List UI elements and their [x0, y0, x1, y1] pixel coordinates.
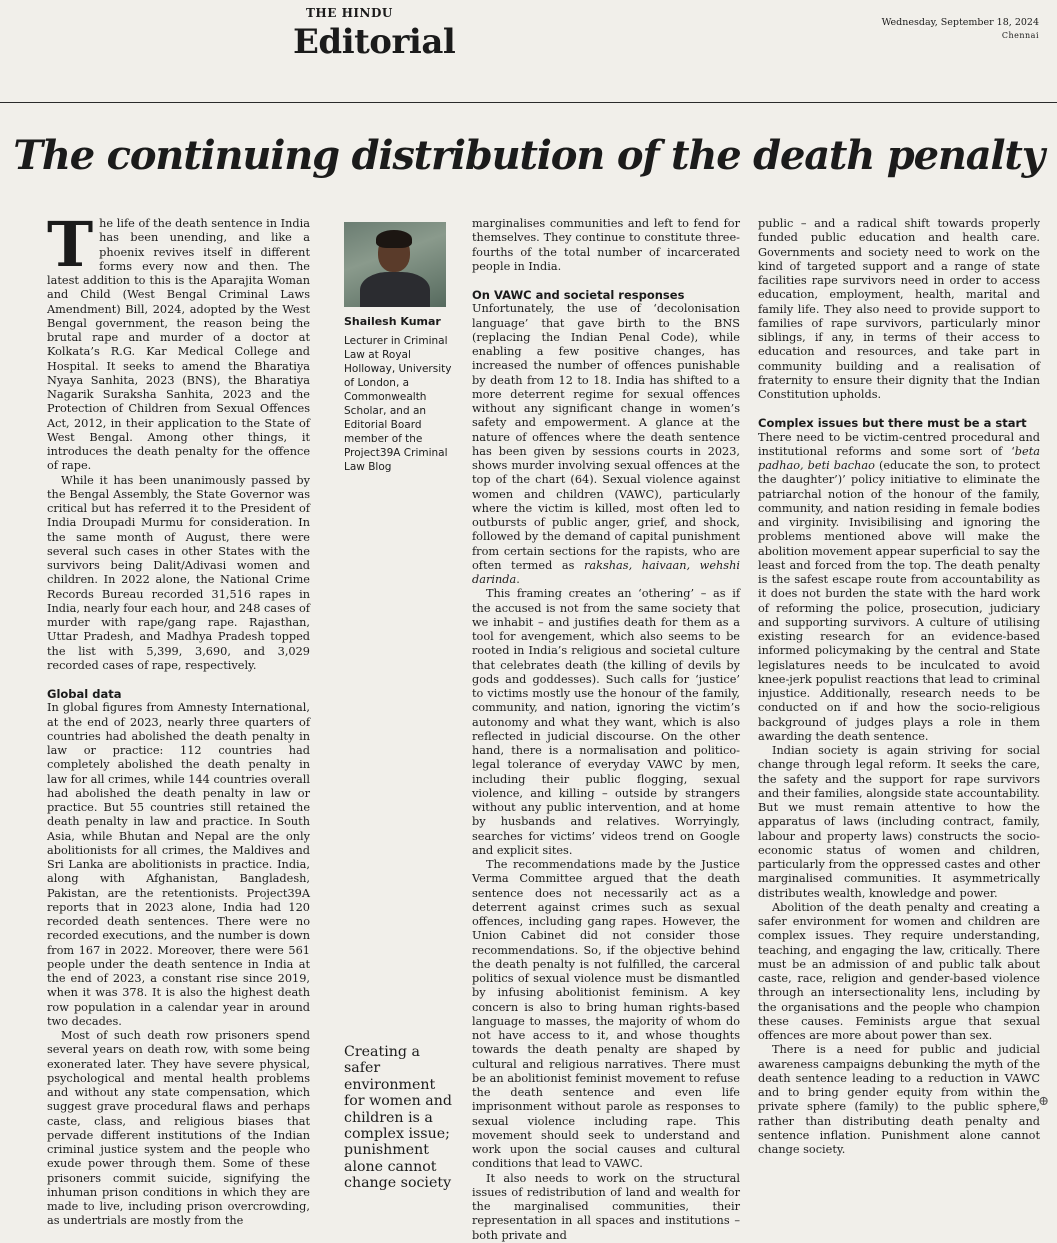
emphasis-text: rakshas, haivaan, wehshi darinda — [472, 558, 740, 586]
paragraph: While it has been unanimously passed by the Bengal Assembly, the State Governor was critical but has referred it to the President of India Droupadi Murmu for consideration. In the same month of August, there were several such cases in other States with the survivors being Dalit/Adivasi women and children. In 2022 alone, the National Crime Records Bureau recorded 31,516 rapes in India, nearly four each hour, and 248 cases of murder with rape/gang rape. Rajasthan, Uttar Pradesh, and Madhya Pradesh topped the list with 5,399, 3,690, and 3,029 recorded cases of rape, respectively. — [47, 473, 310, 672]
paragraph-text: There need to be victim-centred procedural and institutional reforms and some sort of ‘ — [758, 430, 1040, 458]
article-column-4 — [758, 217, 1040, 1157]
masthead — [293, 6, 455, 60]
paragraph: Most of such death row prisoners spend several years on death row, with some being exonerated later. They have severe physical, psychological and mental health problems and without any state compensation, which suggest grave procedural flaws and perhaps caste, class, and religious biases that pervade different institutions of the Indian criminal justice system and the people who exude power through them. Some of these prisoners commit suicide, signifying the inhuman prison conditions in which they are made to live, including prison overcrowding, as undertrials are mostly from the — [47, 1029, 310, 1228]
subheading: On VAWC and societal responses — [472, 288, 685, 302]
paragraph: public – and a radical shift towards properly funded public education and health care. Governments and society need to work on the kind of targeted support and a range of state facilities rape survivors need in order to access education, employment, health, marital and family life. They also need to provide support to families of rape survivors, particularly minor siblings, if any, in terms of their access to education and resources, and take part in community building and a realisation of fraternity to ensure their dignity that the Indian Constitution upholds. — [758, 217, 1040, 401]
author-name: Shailesh Kumar — [344, 315, 441, 328]
article-column-1 — [47, 208, 310, 1229]
paragraph-text: . — [516, 573, 520, 586]
publication-date: Wednesday, September 18, 2024 — [881, 17, 1039, 28]
paragraph: Abolition of the death penalty and creating a safer environment for women and children are complex issues. They require understanding, teaching, and engaging the law, critically. There must be an admission of and public talk about caste, race, religion and gender-based violence through an intersectionality lens, including by the organisations and the people who champion these causes. Feminists argue that sexual offences are more about power than sex. — [758, 900, 1040, 1042]
paragraph: marginalises communities and left to fend for themselves. They continue to constitute three-fourths of the total number of incarcerated people in India. — [472, 217, 740, 273]
paragraph: The recommendations made by the Justice Verma Committee argued that the death sentence does not necessarily act as a deterrent against crimes such as sexual offences, including gang rapes. However, the Union Cabinet did not consider those recommendations. So, if the objective behind the death penalty is not fulfilled, the carceral politics of sexual violence must be dismantled by infusing abolitionist feminism. A key concern is also to bring human rights-based language to masses, the majority of whom do not have access to it, and whose thoughts towards the death penalty are shaped by cultural and religious narratives. There must be an abolitionist feminist movement to refuse the death sentence and even life imprisonment without parole as responses to sexual violence including rape. This movement should seek to understand and work upon the social causes and cultural conditions that lead to VAWC. — [472, 858, 740, 1171]
emphasis-text: beta padhao, beti bachao — [758, 444, 1040, 472]
paragraph: There is a need for public and judicial awareness campaigns debunking the myth of the death sentence leading to a reduction in VAWC and to bring gender equity from within the private sphere (family) to the public sphere, rather than distributing death penalty and sentence inflation. Punishment alone cannot change society. — [758, 1043, 1040, 1156]
paragraph-text: (educate the son, to protect the daughter’)’ policy initiative to eliminate the patriarchal notion of the honour of the family, community, and nation residing in female bodies and virginity. Invisibilising and ignoring the problems mentioned above will make the abolition movement appear superficial to say the least and forced from the top. The death penalty is the safest escape route from accountability as it does not burden the state with the hard work of reforming the police, prosecution, judiciary and supporting survivors. A culture of utilising existing research for an evidence-based informed policymaking by the central and State legislatures needs to be inculcated to avoid knee-jerk populist reactions that lead to criminal injustice. Additionally, research needs to be conducted on if and how the socio-religious background of judges plays a role in them awarding the death sentence. — [758, 459, 1040, 743]
author-bio: Lecturer in Criminal Law at Royal Holloway, University of London, a Commonwealth Scholar, and an Editorial Board member of the Project39A Criminal Law Blog — [344, 335, 452, 473]
dateline — [882, 16, 1039, 42]
pull-quote: Creating a safer environment for women and children is a complex issue; punishment alone cannot change society — [344, 1044, 452, 1192]
edition-city: Chennai — [1001, 31, 1039, 40]
paragraph — [472, 302, 740, 587]
paragraph — [758, 431, 1040, 745]
paragraph: Indian society is again striving for social change through legal reform. It seeks the care, the safety and the support for rape survivors and their families, alongside state accountability. But we must remain attentive to how the apparatus of laws (including contract, family, labour and property laws) constructs the socio-economic status of women and children, particularly from the oppressed castes and other marginalised communities. It asymmetrically distributes wealth, knowledge and power. — [758, 744, 1040, 900]
plus-icon: ⊕ — [1038, 1094, 1049, 1109]
paragraph-text: Unfortunately, the use of ‘decolonisation language’ that gave birth to the BNS (replacing the Indian Penal Code), while enabling a few positive changes, has increased the number of offences punishable by death from 12 to 18. India has shifted to a more deterrent regime for sexual offences without any significant change in women’s safety and empowerment. A glance at the nature of offences where the death sentence has been given by sessions courts in 2023, shows murder involving sexual offences at the top of the chart (64). Sexual violence against women and children (VAWC), particularly where the victim is killed, most often led to outbursts of public anger, grief, and shock, followed by the demand of capital punishment from certain sections for the rapists, who are often termed as — [472, 302, 740, 572]
author-photo — [344, 222, 446, 307]
subheading: Global data — [47, 687, 122, 701]
paragraph: It also needs to work on the structural issues of redistribution of land and wealth for the marginalised communities, their representation in all spaces and institutions – both private and — [472, 1171, 740, 1242]
section-title: Editorial — [293, 22, 456, 62]
paragraph: In global figures from Amnesty International, at the end of 2023, nearly three quarters of countries had abolished the death penalty in law or practice: 112 countries had completely abolished the death penalty in law for all crimes, while 144 countries overall had abolished the death penalty in law or practice. But 55 countries still retained the death penalty in law and practice. In South Asia, while Bhutan and Nepal are the only abolitionists for all crimes, the Maldives and Sri Lanka are abolitionists in practice. India, along with Afghanistan, Bangladesh, Pakistan, are the retentionists. Project39A reports that in 2023 alone, India had 120 recorded death sentences. There were no recorded executions, and the number is down from 167 in 2022. Moreover, there were 561 people under the death sentence in India at the end of 2023, a constant rise since 2019, when it was 378. It is also the highest death row population in a calendar year in around two decades. — [47, 701, 310, 1028]
drop-cap: T — [47, 208, 94, 281]
paragraph-text: he life of the death sentence in India has been unending, and like a phoenix revives itself in different forms every now and then. The latest addition to this is the Aparajita Woman and Child (West Bengal Criminal Laws Amendment) Bill, 2024, adopted by the West Bengal government, the reason being the brutal rape and murder of a doctor at Kolkata’s R.G. Kar Medical College and Hospital. It seeks to amend the Bharatiya Nyaya Sanhita, 2023 (BNS), the Bharatiya Nagarik Suraksha Sanhita, 2023 and the Protection of Children from Sexual Offences Act, 2012, in their application to the State of West Bengal. Among other things, it introduces the death penalty for the offence of rape. — [47, 217, 310, 473]
article-column-3 — [472, 217, 740, 1243]
brand-name: THE HINDU — [306, 6, 393, 20]
paragraph — [47, 208, 310, 474]
paragraph: This framing creates an ‘othering’ – as if the accused is not from the same society that we inhabit – and justifies death for them as a tool for avengement, which also seems to be rooted in India’s religious and societal culture that celebrates death (the killing of devils by gods and goddesses). Such calls for ‘justice’ to victims mostly use the honour of the family, community, and nation, ignoring the victim’s autonomy and what they want, which is also reflected in judicial discourse. On the other hand, there is a normalisation and politico-legal tolerance of everyday VAWC by men, including their public flogging, sexual violence, and killing – outside by strangers without any public intervention, and at home by husbands and relatives. Worryingly, searches for victims’ videos trend on Google and explicit sites. — [472, 587, 740, 857]
headline: The continuing distribution of the death penalty — [13, 132, 1044, 179]
masthead-rule — [0, 102, 1057, 103]
subheading: Complex issues but there must be a start — [758, 416, 1027, 431]
